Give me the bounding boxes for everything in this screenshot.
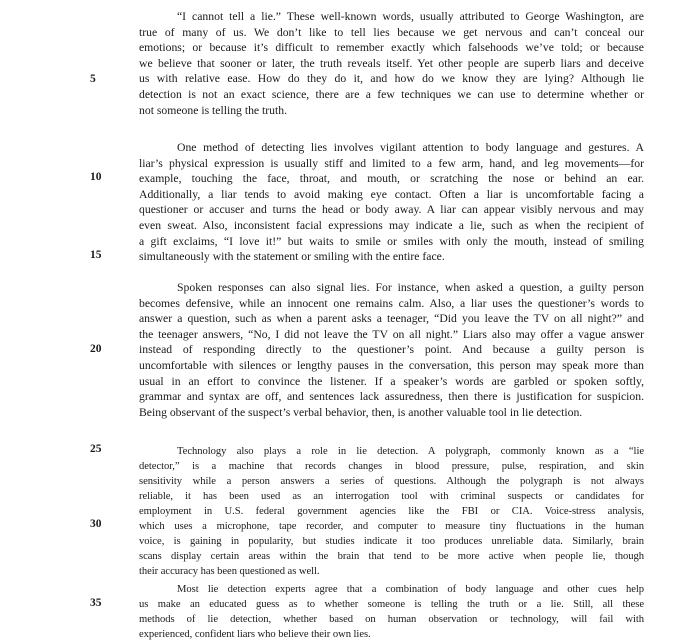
- paragraph-line: “I cannot tell a lie.” These well-known words, usually attributed to George Washington, are: [177, 10, 644, 23]
- paragraph-line: usual in an effort to convince the listener. If a speaker’s words are garbled or spoken softly,: [139, 374, 644, 388]
- line-number-5: 5: [90, 73, 96, 85]
- paragraph-line: methods of lie detection, whether based on human observation or technology, will fail with: [139, 614, 644, 625]
- paragraph-line: the teenager answers, “No, I did not leave the TV on all night.” Liars also may offer a vague answer: [139, 327, 644, 341]
- paragraph-line: example, touching the face, throat, and mouth, or scratching the nose or behind an ear.: [139, 172, 644, 186]
- line-number-25: 25: [90, 443, 102, 455]
- paragraph-3: [139, 280, 644, 420]
- paragraph-line: emotions; or because it’s difficult to remember exactly which falsehoods we’ve told; or because: [139, 41, 644, 55]
- paragraph-line: detection is not an exact science, there are a few techniques we can use to determine whether or: [139, 87, 644, 101]
- paragraph-line: we believe that sooner or later, the truth reveals itself. Yet other people are superb liars and deceive: [139, 56, 644, 70]
- paragraph-line: Additionally, a liar tends to avoid making eye contact. Often a liar is uncomfortable facing a: [139, 187, 644, 201]
- paragraph-line: scans display certain areas within the brain that tend to be more active when people lie, though: [139, 551, 644, 562]
- paragraph-line: us make an educated guess as to whether someone is telling the truth or a lie. Still, all these: [139, 599, 644, 610]
- line-number-20: 20: [90, 343, 102, 355]
- line-number-30: 30: [90, 518, 102, 530]
- paragraph-line: us with relative ease. How do they do it, and how do we know they are lying? Although lie: [139, 72, 644, 86]
- paragraph-line: Most lie detection experts agree that a combination of body language and other cues help: [177, 584, 644, 595]
- line-number-10: 10: [90, 171, 102, 183]
- paragraph-line: Being observant of the suspect’s verbal behavior, then, is another valuable tool in lie detection.: [139, 405, 583, 419]
- paragraph-line: voice, is gaining in popularity, but studies indicate it too produces unreliable data. Similarly, brain: [139, 536, 644, 547]
- paragraph-line: instead of responding directly to the questioner’s point. And because a guilty person is: [139, 343, 644, 357]
- paragraph-2: [139, 140, 644, 265]
- paragraph-line: questioner or accuser and turns the head or body away. A liar can appear visibly nervous and may: [139, 203, 644, 217]
- paragraph-line: a gift exclaims, “I love it!” but waits to smile or smiles with only the mouth, instead of smiling: [139, 234, 644, 248]
- line-number-15: 15: [90, 249, 102, 261]
- paragraph-line: One method of detecting lies involves vigilant attention to body language and gestures. A: [177, 141, 644, 154]
- paragraph-line: answer a question, such as when a parent asks a teenager, “Did you leave the TV on all night?” and: [139, 312, 644, 326]
- paragraph-5: [139, 582, 644, 642]
- paragraph-line: not someone is telling the truth.: [139, 103, 288, 117]
- paragraph-line: even sweat. Also, inconsistent facial expressions may indicate a lie, such as when the recipient of: [139, 218, 644, 232]
- paragraph-line: Technology also plays a role in lie detection. A polygraph, commonly known as a “lie: [177, 446, 644, 457]
- paragraph-line: liar’s physical expression is usually stiff and limited to a few arm, hand, and leg movements—for: [139, 156, 644, 170]
- paragraph-line: experienced, confident liars who believe their own lies.: [139, 629, 371, 640]
- paragraph-line: becomes defensive, while an innocent one remains calm. Also, a liar uses the questioner’s words to: [139, 296, 644, 310]
- paragraph-1: [139, 9, 644, 118]
- line-number-35: 35: [90, 597, 102, 609]
- paragraph-line: reliable, it has been used as an interrogation tool with criminal suspects or candidates for: [139, 491, 644, 502]
- paragraph-line: which uses a microphone, tape recorder, and computer to measure tiny fluctuations in the human: [139, 521, 644, 532]
- paragraph-line: Spoken responses can also signal lies. For instance, when asked a question, a guilty person: [177, 281, 644, 294]
- paragraph-line: employment in U.S. federal government agencies like the FBI or CIA. Voice-stress analysis,: [139, 506, 644, 517]
- paragraph-line: detector,” is a machine that records changes in blood pressure, pulse, respiration, and skin: [139, 461, 644, 472]
- paragraph-line: simultaneously with the statement or smiling with the entire face.: [139, 250, 445, 264]
- paragraph-line: their accuracy has been questioned as well.: [139, 566, 320, 577]
- paragraph-line: uncomfortable with silences or lengthy pauses in the conversation, this person may speak more than: [139, 358, 644, 372]
- paragraph-line: grammar and syntax are off, and sentences lack assuredness, then there is justification for suspicion.: [139, 390, 644, 404]
- paragraph-line: sensitivity while a person answers a series of questions. Although the polygraph is not always: [139, 476, 644, 487]
- paragraph-4: [139, 444, 644, 579]
- paragraph-line: true of many of us. We don’t like to tell lies because we get nervous and can’t conceal our: [139, 25, 644, 39]
